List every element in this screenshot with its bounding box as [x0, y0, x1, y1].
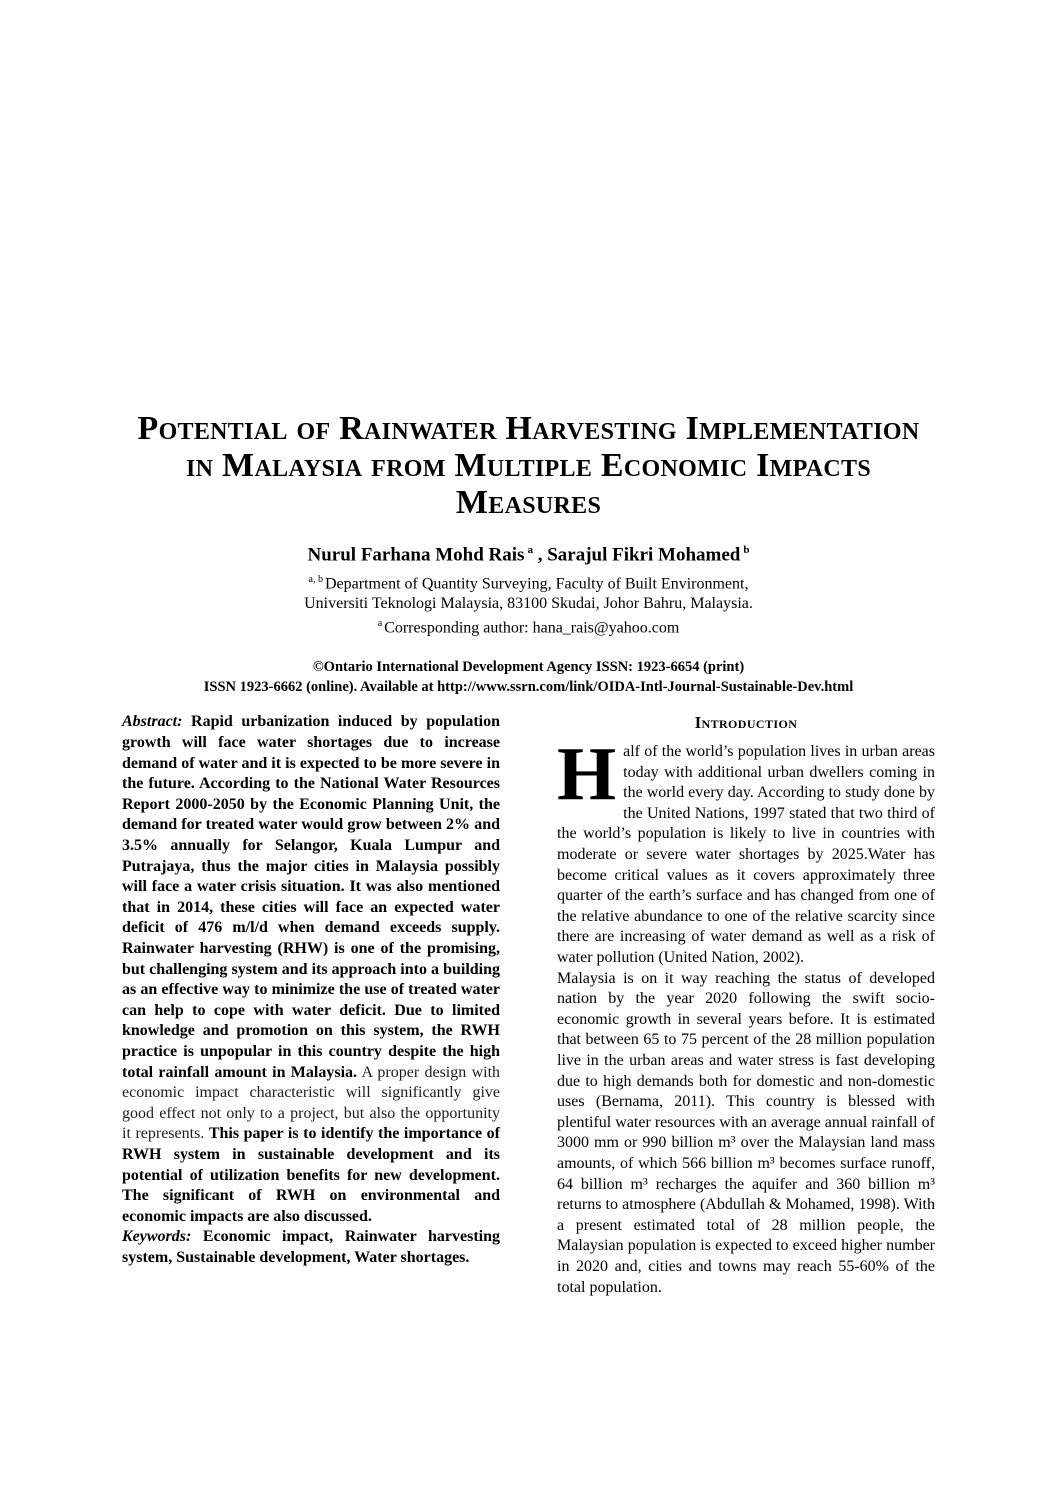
title-line-2: in Malaysia from Multiple Economic Impacts — [185, 447, 872, 484]
authors-separator: , — [532, 544, 548, 566]
author-2-affil-mark: b — [743, 544, 750, 556]
keywords-text: Economic impact, Rainwater harvesting system, Sustainable development, Water shortages. — [122, 1228, 500, 1266]
corresponding-author-mark: a — [377, 617, 383, 629]
title-line-1: Potential of Rainwater Harvesting Implementation — [137, 410, 920, 447]
introduction-paragraph-1 — [557, 732, 935, 969]
affiliation-block — [122, 570, 935, 637]
right-column — [557, 712, 935, 1298]
affiliation-department: Department of Quantity Surveying, Faculty of Built Environment, — [324, 575, 749, 593]
title-line-3: Measures — [455, 484, 602, 521]
keywords-paragraph — [122, 1227, 500, 1268]
affiliation-line-1 — [122, 570, 935, 594]
authors-line — [122, 538, 935, 567]
author-1-affil-mark: a — [527, 544, 533, 556]
imprint-block — [122, 657, 935, 697]
left-column — [122, 712, 500, 1298]
abstract-regular-text: A proper design with economic impact characteristic will significantly give good effect not only to a project, but also the opportunity it represents. — [122, 1063, 501, 1143]
paper-title — [122, 410, 935, 521]
abstract-bold-text-2: This paper is to identify the importance of RWH system in sustainable development and its potential of utilization benefits for new development. The significant of RWH on environmental and economic impacts are also discussed. — [122, 1125, 500, 1225]
two-column-body — [122, 712, 935, 1298]
keywords-label: Keywords: — [122, 1228, 192, 1246]
introduction-paragraph-1-text: alf of the world’s population lives in urban areas today with additional urban dwellers coming in the world every day. According to study done by the United Nations, 1997 stated that two third of the world’s population is likely to live in countries with moderate or severe water shortages by 2025.Water has become critical values as it covers approximately three quarter of the earth’s surface and has changed from one of the relative abundance to one of the relative scarcity since there are increasing of water demand as well as a risk of water pollution (United Nation, 2002). — [557, 743, 935, 967]
abstract-bold-text-1: Rapid urbanization induced by population growth will face water shortages due to increase demand of water and it is expected to be more severe in the future. According to the National Water Resources Report 2000-2050 by the Economic Planning Unit, the demand for treated water would grow between 2% and 3.5% annually for Selangor, Kuala Lumpur and Putrajaya, thus the major cities in Malaysia possibly will face a water crisis situation. It was also mentioned that in 2014, these cities will face an expected water deficit of 476 m/l/d when demand exceeds supply. Rainwater harvesting (RHW) is one of the promising, but challenging system and its approach into a building as an effective way to minimize the use of treated water can help to cope with water deficit. Due to limited knowledge and promotion on this system, the RWH practice is unpopular in this country despite the high total rainfall amount in Malaysia. — [122, 713, 500, 1081]
affiliation-marks: a, b — [308, 574, 323, 586]
imprint-line-2: ISSN 1923-6662 (online). Available at http://www.ssrn.com/link/OIDA-Intl-Journal-Sustainable-Dev.html — [203, 679, 854, 696]
drop-cap: H — [557, 732, 617, 817]
imprint-line-1: ©Ontario International Development Agency ISSN: 1923-6654 (print) — [312, 659, 745, 676]
abstract-paragraph — [122, 712, 500, 1227]
corresponding-author-text: Corresponding author: hana_rais@yahoo.com — [384, 618, 680, 636]
author-1-name: Nurul Farhana Mohd Rais — [307, 544, 525, 566]
introduction-heading: Introduction — [694, 713, 798, 733]
affiliation-line-2: Universiti Teknologi Malaysia, 83100 Skudai, Johor Bahru, Malaysia. — [304, 595, 753, 613]
corresponding-author-line — [122, 614, 935, 638]
author-2-name: Sarajul Fikri Mohamed — [547, 544, 741, 566]
page-content — [122, 0, 935, 1298]
abstract-label: Abstract: — [122, 713, 183, 731]
introduction-paragraph-2: Malaysia is on it way reaching the status of developed nation by the year 2020 following the swift socio-economic growth in several years before. It is estimated that between 65 to 75 percent of the 28 million population live in the urban areas and water stress is fast developing due to high demands both for domestic and non-domestic uses (Bernama, 2011). This country is blessed with plentiful water resources with an average annual rainfall of 3000 mm or 990 billion m³ over the Malaysian land mass amounts, of which 566 billion m³ becomes surface runoff, 64 billion m³ recharges the aquifer and 360 billion m³ returns to atmosphere (Abdullah & Mohamed, 1998). With a present estimated total of 28 million people, the Malaysian population is expected to exceed higher number in 2020 and, cities and towns may reach 55-60% of the total population. — [557, 969, 935, 1296]
